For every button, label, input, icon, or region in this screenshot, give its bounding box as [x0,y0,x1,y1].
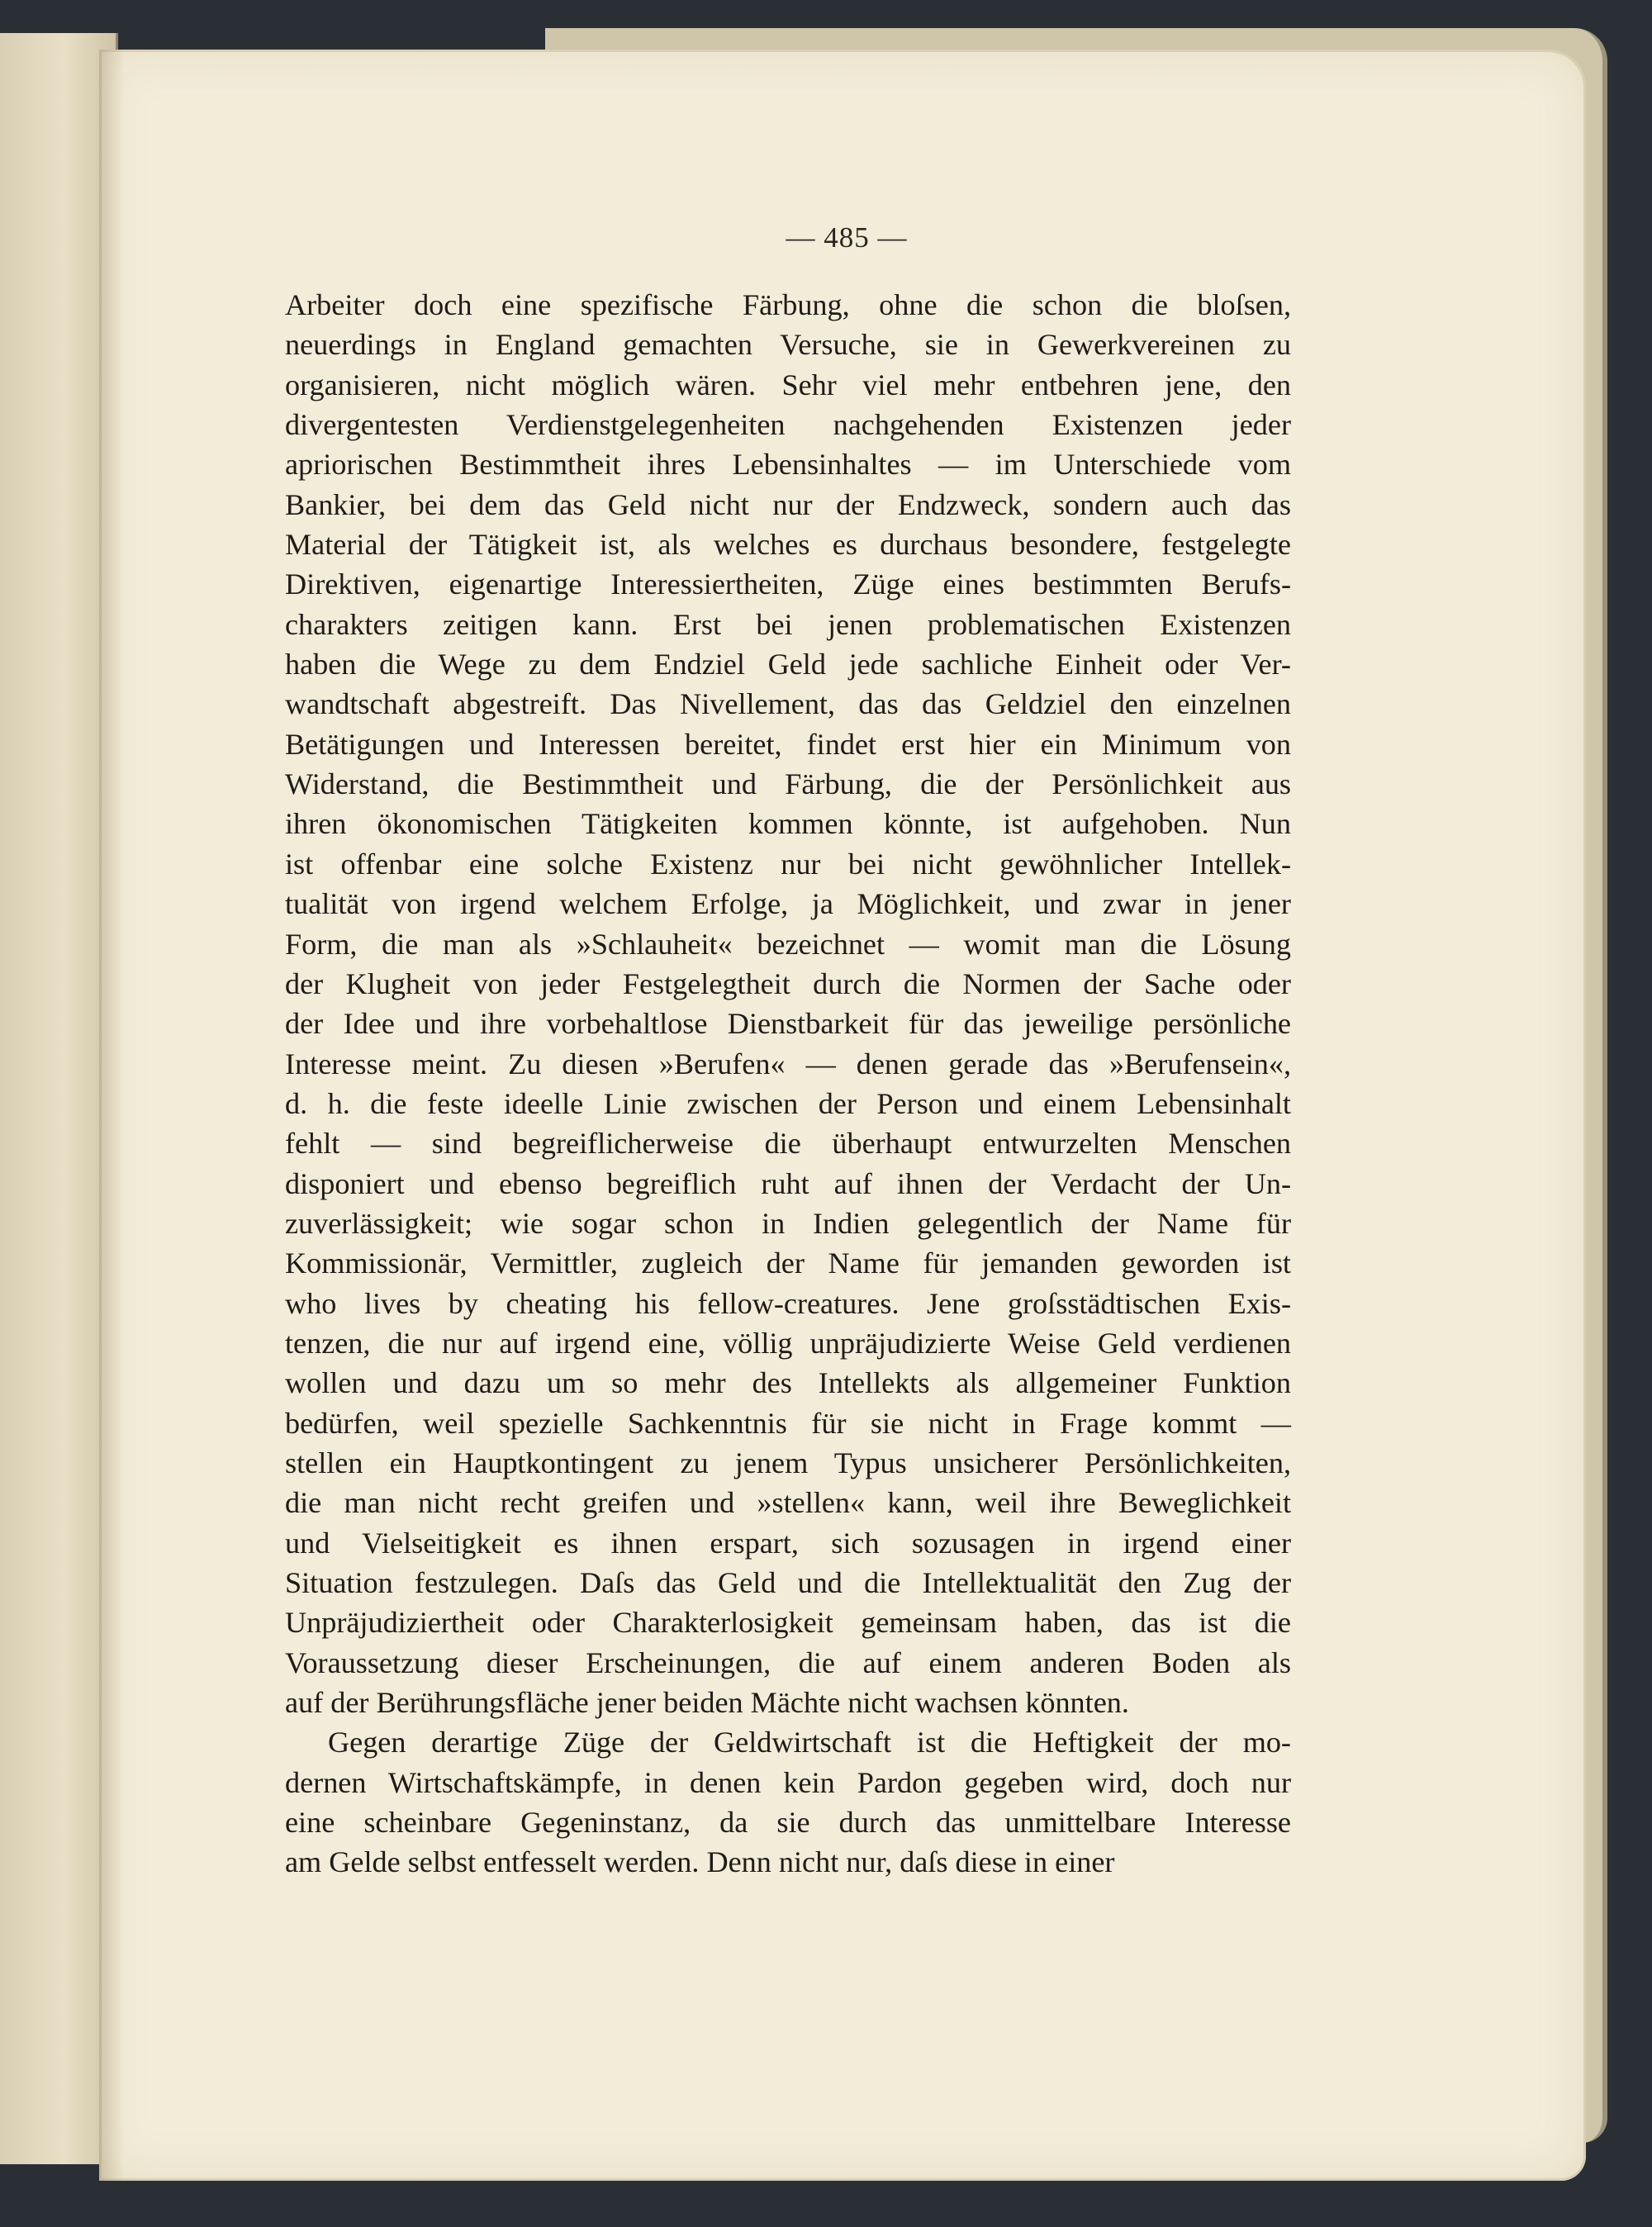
text-line: charakters zeitigen kann. Erst bei jenen problematischen Existenzen [285,607,1291,641]
text-line: who lives by cheating his fellow-creatures. Jene groſsstädtischen Exis- [285,1286,1291,1320]
text-line: wandtschaft abgestreift. Das Nivellement, das das Geldziel den einzelnen [285,687,1291,721]
text-line: Arbeiter doch eine spezifische Färbung, ohne die schon die bloſsen, [285,288,1291,321]
text-line: ihren ökonomischen Tätigkeiten kommen könnte, ist aufgehoben. Nun [285,807,1291,841]
text-line: tualität von irgend welchem Erfolge, ja Möglichkeit, und zwar in jener [285,887,1291,921]
paragraph-container [285,285,1291,1883]
text-line: eine scheinbare Gegeninstanz, da sie durch das unmittelbare Interesse [285,1806,1291,1840]
text-line: zuverlässigkeit; wie sogar schon in Indien gelegentlich der Name für [285,1206,1291,1240]
paragraph [285,285,1291,1722]
text-line: der Klugheit von jeder Festgelegtheit durch die Normen der Sache oder [285,966,1291,1000]
paragraph [285,1722,1291,1882]
text-line: fehlt — sind begreiflicherweise die überhaupt entwurzelten Menschen [285,1127,1291,1161]
text-line: bedürfen, weil spezielle Sachkenntnis für sie nicht in Frage kommt — [285,1406,1291,1440]
text-line: Betätigungen und Interessen bereitet, findet erst hier ein Minimum von [285,727,1291,761]
text-line: Unpräjudiziertheit oder Charakterlosigkeit gemeinsam haben, das ist die [285,1606,1291,1640]
text-line: organisieren, nicht möglich wären. Sehr viel mehr entbehren jene, den [285,368,1291,401]
text-line: und Vielseitigkeit es ihnen erspart, sich sozusagen in irgend einer [285,1526,1291,1560]
text-line: dernen Wirtschaftskämpfe, in denen kein Pardon gegeben wird, doch nur [285,1765,1291,1799]
text-line: neuerdings in England gemachten Versuche, sie in Gewerkvereinen zu [285,328,1291,362]
gutter-shadow [99,50,124,2181]
text-line: auf der Berührungsfläche jener beiden Mächte nicht wachsen könnten. [285,1686,1129,1720]
page-number: — 485 — [786,221,908,254]
text-line: Bankier, bei dem das Geld nicht nur der Endzweck, sondern auch das [285,487,1291,521]
text-line: Interesse meint. Zu diesen »Berufen« — denen gerade das »Berufensein«, [285,1047,1291,1080]
text-line: wollen und dazu um so mehr des Intellekts als allgemeiner Funktion [285,1366,1291,1400]
text-line: Gegen derartige Züge der Geldwirtschaft ist die Heftigkeit der mo- [328,1726,1291,1759]
text-line: Form, die man als »Schlauheit« bezeichnet — womit man die Lösung [285,927,1291,961]
text-line: d. h. die feste ideelle Linie zwischen der Person und einem Lebensinhalt [285,1086,1291,1120]
text-line: Material der Tätigkeit ist, als welches es durchaus besondere, festgelegte [285,528,1291,562]
text-line: haben die Wege zu dem Endziel Geld jede sachliche Einheit oder Ver- [285,648,1291,681]
text-line: Direktiven, eigenartige Interessiertheiten, Züge eines bestimmten Berufs- [285,567,1291,601]
text-line: Situation festzulegen. Daſs das Geld und die Intellektualität den Zug der [285,1566,1291,1599]
text-line: Kommissionär, Vermittler, zugleich der Name für jemanden geworden ist [285,1246,1291,1280]
text-line: stellen ein Hauptkontingent zu jenem Typus unsicherer Persönlichkeiten, [285,1446,1291,1479]
body-text [285,285,1291,1883]
text-line: disponiert und ebenso begreiflich ruht auf ihnen der Verdacht der Un- [285,1166,1291,1200]
text-line: am Gelde selbst entfesselt werden. Denn nicht nur, daſs diese in einer [285,1845,1115,1879]
text-line: tenzen, die nur auf irgend eine, völlig unpräjudizierte Weise Geld verdienen [285,1326,1291,1360]
text-line: divergentesten Verdienstgelegenheiten nachgehenden Existenzen jeder [285,408,1291,442]
text-line: apriorischen Bestimmtheit ihres Lebensinhaltes — im Unterschiede vom [285,448,1291,482]
text-line: der Idee und ihre vorbehaltlose Dienstbarkeit für das jeweilige persönliche [285,1007,1291,1041]
text-line: die man nicht recht greifen und »stellen« kann, weil ihre Beweglichkeit [285,1486,1291,1520]
text-line: ist offenbar eine solche Existenz nur bei nicht gewöhnlicher Intellek- [285,847,1291,881]
text-line: Widerstand, die Bestimmtheit und Färbung, die der Persönlichkeit aus [285,767,1291,801]
text-line: Voraussetzung dieser Erscheinungen, die auf einem anderen Boden als [285,1645,1291,1679]
